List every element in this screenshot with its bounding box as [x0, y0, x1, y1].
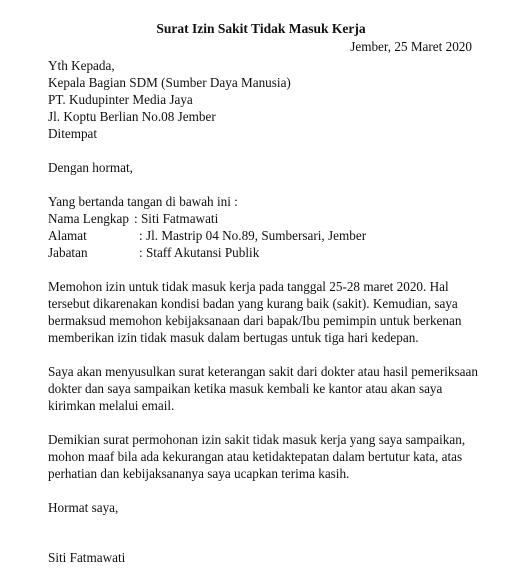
recipient-line: PT. Kudupinter Media Jaya: [48, 92, 193, 107]
paragraph1-line: bermaksud memohon kebijaksanaan dari bapak/Ibu pemimpin untuk berkenan: [48, 313, 462, 328]
paragraph3-line: mohon maaf bila ada kekurangan atau ketidaktepatan dalam bertutur kata, atas: [48, 449, 463, 464]
intro-line: Yang bertanda tangan di bawah ini :: [48, 194, 238, 209]
recipient-line: Jl. Koptu Berlian No.08 Jember: [48, 109, 216, 124]
paragraph1-line: tersebut dikarenakan kondisi badan yang kurang baik (sakit). Kemudian, saya: [48, 296, 458, 311]
recipient-line: Kepala Bagian SDM (Sumber Daya Manusia): [48, 75, 291, 90]
closing: Hormat saya,: [48, 500, 119, 515]
paragraph1-line: Memohon izin untuk tidak masuk kerja pada tanggal 25-28 maret 2020. Hal: [48, 279, 449, 294]
paragraph2-line: kirimkan melalui email.: [48, 398, 175, 413]
paragraph1-line: memberikan izin tidak masuk dalam bertugas untuk tiga hari kedepan.: [48, 330, 419, 345]
paragraph2-line: dokter dan saya sampaikan ketika masuk kembali ke kantor atau akan saya: [48, 381, 443, 396]
identity-label-position: Jabatan: [48, 245, 88, 260]
paragraph2-line: Saya akan menyusulkan surat keterangan sakit dari dokter atau hasil pemeriksaan: [48, 364, 478, 379]
identity-label-address: Alamat: [48, 228, 87, 243]
identity-value-position: : Staff Akutansi Publik: [139, 245, 260, 260]
recipient-line: Yth Kepada,: [48, 58, 115, 73]
paragraph3-line: Demikian surat permohonan izin sakit tidak masuk kerja yang saya sampaikan,: [48, 432, 466, 447]
paragraph3-line: perhatian dan kebijaksananya saya ucapkan terima kasih.: [48, 466, 350, 481]
identity-label-name: Nama Lengkap: [48, 211, 129, 226]
greeting: Dengan hormat,: [48, 160, 133, 175]
signature-name: Siti Fatmawati: [48, 550, 126, 565]
place-date: Jember, 25 Maret 2020: [350, 39, 472, 54]
identity-value-name: : Siti Fatmawati: [134, 211, 219, 226]
identity-value-address: : Jl. Mastrip 04 No.89, Sumbersari, Jember: [139, 228, 367, 243]
letter-title: Surat Izin Sakit Tidak Masuk Kerja: [156, 21, 366, 36]
recipient-line: Ditempat: [48, 126, 98, 141]
